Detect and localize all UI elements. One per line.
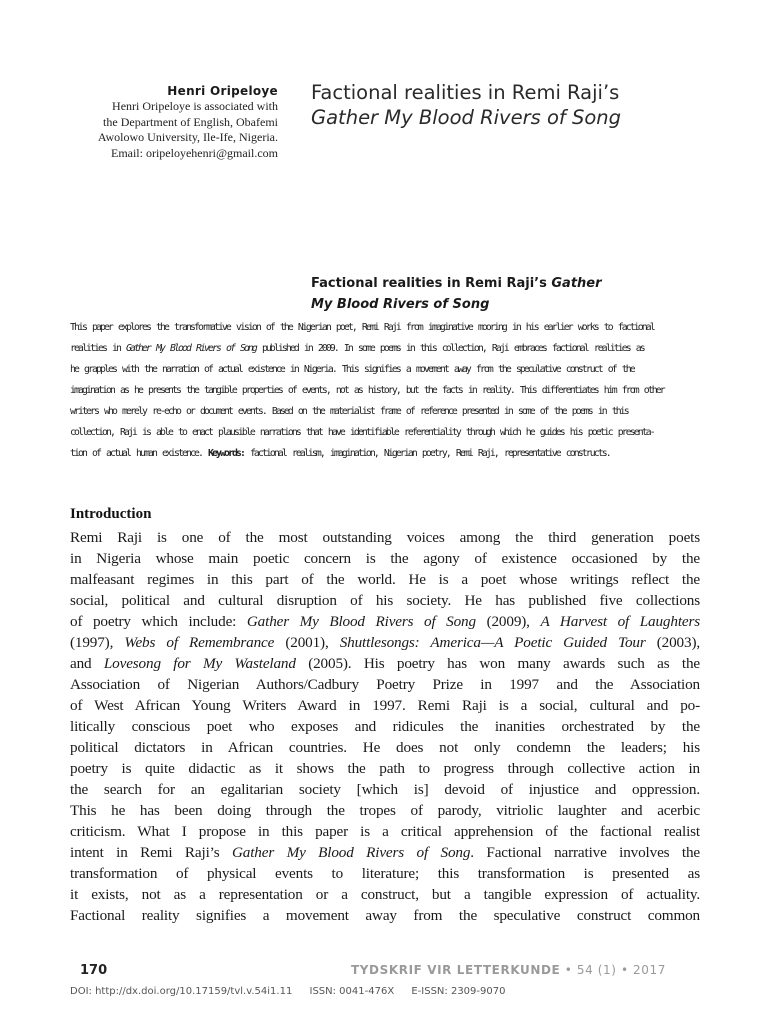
body-line: This he has been doing through the tropes of parody, vitriolic laughter and acerbic <box>70 802 700 819</box>
abstract-line-rest: published in 2009. In some poems in this collection, Raji embraces factional realities as <box>261 343 644 354</box>
body-line: it exists, not as a representation or a construct, but a tangible expression of actuality. <box>70 886 700 903</box>
body-text-run: (2001), <box>274 634 340 651</box>
abstract-line-prefix: realities in <box>70 343 126 354</box>
article-title <box>311 80 731 130</box>
body-text-run: (2009), <box>475 613 541 630</box>
body-line: in Nigeria whose main poetic concern is the agony of existence occasioned by the <box>70 550 700 567</box>
abstract-title <box>311 273 671 315</box>
abstract-book-title: Gather My Blood Rivers of Song <box>125 343 256 354</box>
body-line: political dictators in African countries. He does not only condemn the leaders; his <box>70 739 700 756</box>
author-block <box>60 84 278 161</box>
book-title: Lovesong for My Wasteland <box>103 655 296 672</box>
journal-name: TYDSKRIF VIR LETTERKUNDE <box>350 963 561 977</box>
keywords: factional realism, imagination, Nigerian poetry, Remi Raji, representative constructs. <box>249 448 610 459</box>
intro-heading: Introduction <box>70 506 152 522</box>
eissn: E-ISSN: 2309-9070 <box>411 986 506 997</box>
abstract-title-line1: Factional realities in Remi Raji’s <box>311 276 552 291</box>
abstract-line: This paper explores the transformative vision of the Nigerian poet, Remi Raji from imaginative mooring in his earlier works to factional <box>70 322 654 333</box>
author-bio-line: Awolowo University, Ile-Ife, Nigeria. <box>97 130 278 144</box>
doi-line <box>70 986 519 997</box>
doi: DOI: http://dx.doi.org/10.17159/tvl.v.54i1.11 <box>70 986 293 997</box>
body-text-run: (2003), <box>645 634 700 651</box>
keywords-label: Keywords: <box>207 448 244 459</box>
body-text-run: and <box>70 655 104 672</box>
body-line: the search for an egalitarian society [which is] devoid of injustice and oppression. <box>70 781 700 798</box>
book-title: Gather My Blood Rivers of Song <box>231 844 471 861</box>
book-title: Webs of Remembrance <box>124 634 275 651</box>
abstract-line: collection, Raji is able to enact plausible narrations that have identifiable referentiality through which he guides his poetic presenta- <box>70 427 654 438</box>
body-line <box>70 611 700 632</box>
body-text-run: . Factional narrative involves the <box>470 844 701 861</box>
author-bio-line: the Department of English, Obafemi <box>103 114 278 129</box>
author-name: Henri Oripeloye <box>167 84 278 98</box>
body-text-run: intent in Remi Raji’s <box>70 844 232 861</box>
body-line: transformation of physical events to literature; this transformation is presented as <box>70 865 700 882</box>
body-line: litically conscious poet who exposes and ridicules the inanities orchestrated by the <box>70 718 700 735</box>
article-title-line2: Gather My Blood Rivers of Song <box>311 106 621 129</box>
abstract-line: he grapples with the narration of actual existence in Nigeria. This signifies a movement away from the speculative construct of the <box>70 364 634 375</box>
author-email: Email: oripeloyehenri@gmail.com <box>110 145 278 160</box>
intro-body <box>70 527 700 926</box>
body-line: Association of Nigerian Authors/Cadbury Poetry Prize in 1997 and the Association <box>70 676 700 693</box>
book-title: Gather My Blood Rivers of Song <box>246 613 476 630</box>
abstract-line: imagination as he presents the tangible properties of events, not as history, but the facts in reality. This differentiates him from other <box>70 385 664 396</box>
issn: ISSN: 0041-476X <box>309 986 395 997</box>
body-line: social, political and cultural disruption of his society. He has published five collections <box>70 592 700 609</box>
body-line: criticism. What I propose in this paper is a critical apprehension of the factional realist <box>70 823 700 840</box>
body-line <box>70 842 700 863</box>
book-title: A Harvest of Laughters <box>540 613 700 630</box>
abstract-line <box>70 338 664 359</box>
journal-issue: • 54 (1) • 2017 <box>560 963 666 977</box>
abstract-title-italic: Gather <box>551 276 602 291</box>
abstract-line <box>70 443 664 464</box>
body-line: malfeasant regimes in this part of the world. He is a poet whose writings reflect the <box>70 571 700 588</box>
abstract-line: writers who merely re-echo or document events. Based on the materialist frame of reference presented in some of the poems in this <box>70 406 628 417</box>
book-title: Shuttlesongs: America—A Poetic Guided Tour <box>339 634 646 651</box>
body-line: poetry is quite didactic as it shows the path to progress through collective action in <box>70 760 700 777</box>
body-line: of West African Young Writers Award in 1997. Remi Raji is a social, cultural and po- <box>70 697 700 714</box>
abstract <box>70 317 664 464</box>
body-line <box>70 632 700 653</box>
body-text-run: (1997), <box>70 634 125 651</box>
body-line <box>70 653 700 674</box>
body-text-run: of poetry which include: <box>70 613 247 630</box>
abstract-title-line2: My Blood Rivers of Song <box>311 297 490 312</box>
article-title-line1: Factional realities in Remi Raji’s <box>311 81 620 104</box>
journal-running-footer <box>351 963 666 977</box>
body-line: Factional reality signifies a movement away from the speculative construct common <box>70 907 700 924</box>
page-number: 170 <box>80 963 108 978</box>
abstract-line-last: tion of actual human existence. <box>70 448 202 459</box>
body-line: Remi Raji is one of the most outstanding voices among the third generation poets <box>70 529 700 546</box>
author-bio-line: Henri Oripeloye is associated with <box>112 99 278 113</box>
body-text-run: (2005). His poetry has won many awards such as the <box>295 655 700 672</box>
